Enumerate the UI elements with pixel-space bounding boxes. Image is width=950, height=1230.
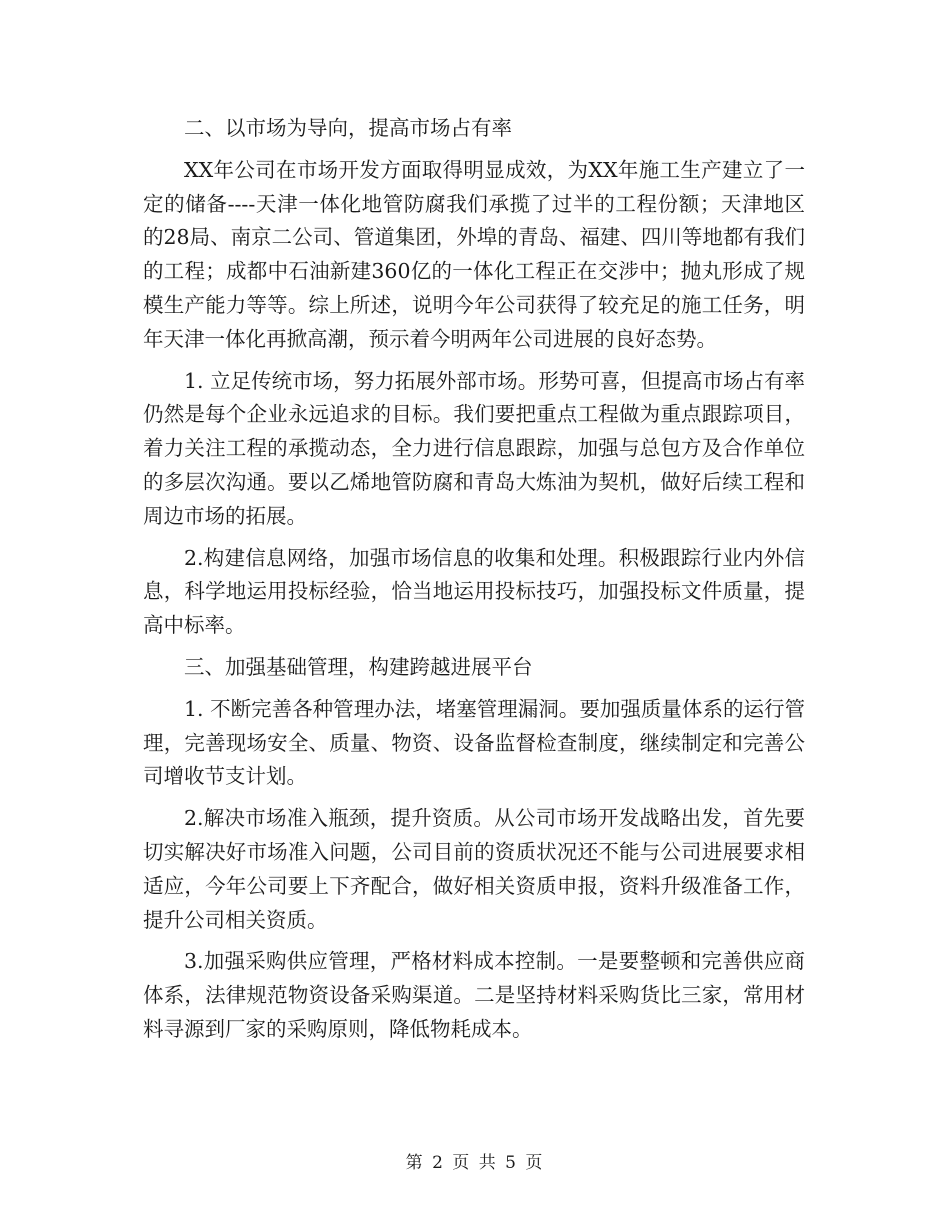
paragraph-market-results: XX年公司在市场开发方面取得明显成效，为XX年施工生产建立了一定的储备----天津一体化地管防腐我们承揽了过半的工程份额；天津地区的28局、南京二公司、管道集团，外埠的青岛、福建、四川等地都有我们的工程；成都中石油新建360亿的一体化工程正在交涉中；抛丸形成了规模生产能力等等。综上所述，说明今年公司获得了较充足的施工任务，明年天津一体化再掀高潮，预示着今明两年公司进展的良好态势。 [143, 157, 805, 351]
paragraph-item-1-market: 1. 立足传统市场，努力拓展外部市场。形势可喜，但提高市场占有率仍然是每个企业永远追求的目标。我们要把重点工程做为重点跟踪项目，着力关注工程的承揽动态，全力进行信息跟踪，加强与总包方及合作单位的多层次沟通。要以乙烯地管防腐和青岛大炼油为契机，做好后续工程和周边市场的拓展。 [143, 368, 805, 528]
page-footer: 第 2 页 共 5 页 [405, 1153, 545, 1173]
paragraph-item-2-qualification: 2.解决市场准入瓶颈，提升资质。从公司市场开发战略出发，首先要切实解决好市场准入问题，公司目前的资质状况还不能与公司进展要求相适应，今年公司要上下齐配合，做好相关资质申报，资料升级准备工作，提升公司相关资质。 [143, 806, 805, 932]
paragraph-item-1-management: 1. 不断完善各种管理办法，堵塞管理漏洞。要加强质量体系的运行管理，完善现场安全、质量、物资、设备监督检查制度，继续制定和完善公司增收节支计划。 [143, 696, 805, 789]
section-heading-2: 二、以市场为导向，提高市场占有率 [184, 116, 512, 140]
document-body [143, 112, 805, 1047]
paragraph-item-2-info-network: 2.构建信息网络，加强市场信息的收集和处理。积极跟踪行业内外信息，科学地运用投标经验，恰当地运用投标技巧，加强投标文件质量，提高中标率。 [143, 545, 805, 638]
section-heading-3: 三、加强基础管理，构建跨越进展平台 [184, 654, 533, 679]
paragraph-item-3-procurement: 3.加强采购供应管理，严格材料成本控制。一是要整顿和完善供应商体系，法律规范物资设备采购渠道。二是坚持材料采购货比三家，常用材料寻源到厂家的采购原则，降低物耗成本。 [143, 949, 805, 1041]
